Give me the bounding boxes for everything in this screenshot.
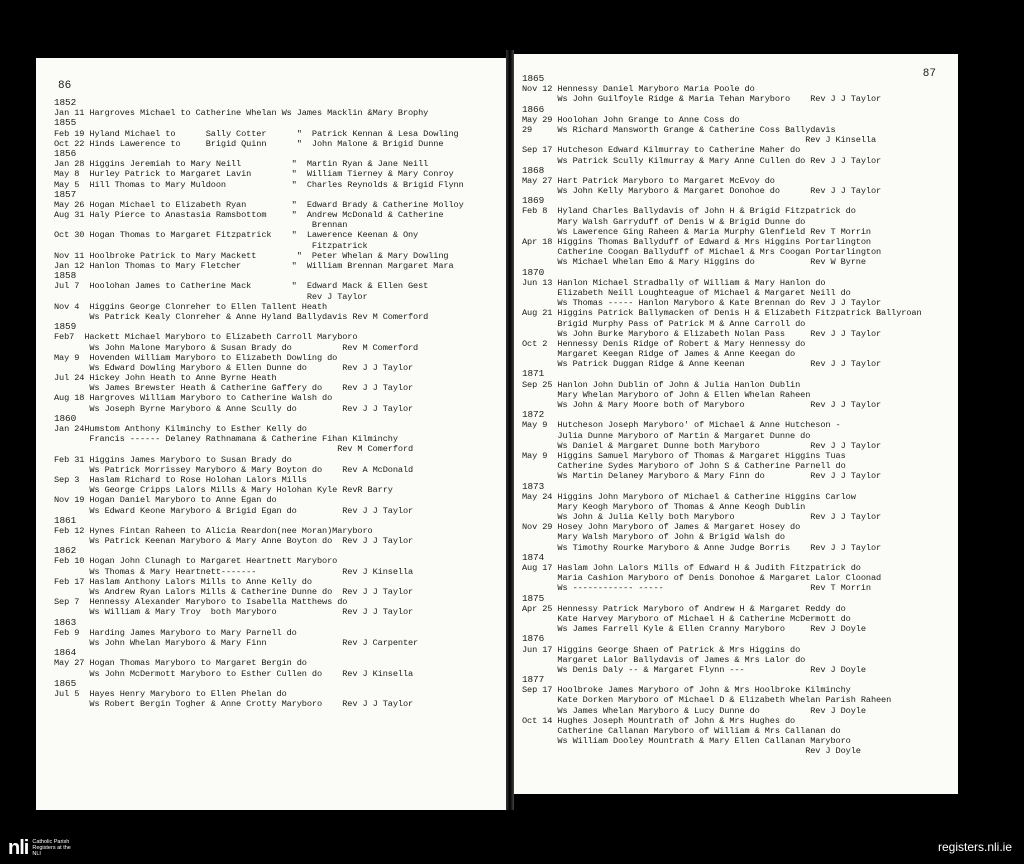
register-line: 1856 [54,147,77,159]
register-line: Ws Robert Bergin Togher & Anne Crotty Maryboro Rev J J Taylor [54,699,414,710]
register-line: Feb7 Hackett Michael Maryboro to Elizabeth Carroll Maryboro [54,332,358,343]
left-page-entries [54,98,504,709]
viewer-footer [0,804,1024,864]
register-line: 1876 [522,633,545,645]
register-line: 1857 [54,188,77,200]
register-line: 1852 [54,97,77,108]
register-line: Sep 17 Hoolbroke James Maryboro of John & Mrs Hoolbroke Kilminchy [522,685,851,696]
register-line: 1862 [54,545,77,557]
register-line: Aug 17 Haslam John Lalors Mills of Edward H & Judith Fitzpatrick do [522,563,861,573]
register-line: Margaret Keegan Ridge of James & Anne Keegan do [522,349,796,360]
register-line: Feb 31 Higgins James Maryboro to Susan Brady do [54,454,292,465]
register-line: 1861 [54,514,77,526]
register-line: 1863 [54,616,77,628]
register-line: Ws Patrick Scully Kilmurray & Mary Anne Cullen do Rev J J Taylor [522,155,882,166]
register-line: 1870 [522,266,545,278]
left-page [36,58,506,810]
register-line: 1875 [522,592,545,604]
register-line: Rev J Taylor [54,291,368,302]
register-line: Elizabeth Neill Loughteague of Michael & Margaret Neill do [522,287,851,298]
register-line: Ws Joseph Byrne Maryboro & Anne Scully do Rev J J Taylor [54,403,414,414]
register-line: Oct 30 Hogan Thomas to Margaret Fitzpatrick " Lawerence Keenan & Ony [54,230,419,241]
register-line: Feb 12 Hynes Fintan Raheen to Alicia Reardon(nee Moran)Maryboro [54,525,373,536]
register-line: Ws John Malone Maryboro & Susan Brady do Rev M Comerford [54,342,419,353]
register-line: Kate Dorken Maryboro of Michael D & Elizabeth Whelan Parish Raheen [522,695,892,706]
register-line: Sep 3 Haslam Richard to Rose Holohan Lalors Mills [54,474,307,485]
register-line: 1858 [54,270,77,282]
register-line: Rev M Comerford [54,444,414,455]
register-line: 1860 [54,412,77,424]
register-line: Ws George Cripps Lalors Mills & Mary Holohan Kyle RevR Barry [54,485,393,496]
register-line: Ws James Brewster Heath & Catherine Gaffery do Rev J J Taylor [54,383,414,394]
register-line: 1871 [522,368,545,380]
site-url-link[interactable]: registers.nli.ie [937,840,1012,854]
register-line: May 5 Hill Thomas to Mary Muldoon " Charles Reynolds & Brigid Flynn [54,179,464,190]
register-line: Rev J Doyle [522,746,861,757]
register-line: 1868 [522,164,545,176]
register-line: Ws Lawerence Ging Raheen & Maria Murphy Glenfield Rev T Morrin [522,226,871,237]
register-line: 1855 [54,117,77,129]
register-line: Sep 7 Hennessy Alexander Maryboro to Isabella Matthews do [54,597,348,608]
register-line: Mary Walsh Maryboro of John & Brigid Walsh do [522,532,785,543]
register-line: 1873 [522,480,545,492]
register-line: Sep 17 Hutcheson Edward Kilmurray to Catherine Maher do [522,145,801,156]
register-line: May 29 Hoolohan John Grange to Anne Coss do [522,114,740,125]
register-line: Jun 13 Hanlon Michael Stradbally of William & Mary Hanlon do [522,277,826,288]
register-line: 1874 [522,551,545,563]
register-line: 1877 [522,674,545,686]
register-line: May 9 Hovenden William Maryboro to Elizabeth Dowling do [54,352,338,363]
register-line: Ws Thomas ----- Hanlon Maryboro & Kate Brennan do Rev J J Taylor [522,298,882,309]
register-line: Sep 25 Hanlon John Dublin of John & Julia Hanlon Dublin [522,379,801,390]
register-line: Apr 18 Higgins Thomas Ballyduff of Edward & Mrs Higgins Portarlington [522,237,871,247]
register-line: Brigid Murphy Pass of Patrick M & Anne Carroll do [522,318,806,329]
register-book [36,50,958,802]
register-line: Jun 17 Higgins George Shaen of Patrick & Mrs Higgins do [522,644,801,655]
register-line: May 26 Hogan Michael to Elizabeth Ryan " Edward Brady & Catherine Molloy [54,199,464,210]
register-line: Ws John Whelan Maryboro & Mary Finn Rev J Carpenter [54,637,419,648]
register-line: May 27 Hart Patrick Maryboro to Margaret McEvoy do [522,175,775,186]
register-line: Jan 11 Hargroves Michael to Catherine Whelan Ws James Macklin &Mary Brophy [54,108,429,119]
register-line: Jul 7 Hoolohan James to Catherine Mack " Edward Mack & Ellen Gest [54,281,429,292]
register-line: Ws William Dooley Mountrath & Mary Ellen Callanan Maryboro [522,736,851,747]
register-line: Ws John Guilfoyle Ridge & Maria Tehan Maryboro Rev J J Taylor [522,94,882,105]
register-line: Margaret Lalor Ballydavis of James & Mrs Lalor do [522,654,806,665]
register-line: Kate Harvey Maryboro of Michael H & Catherine McDermott do [522,613,851,624]
register-line: May 24 Higgins John Maryboro of Michael & Catherine Higgins Carlow [522,491,856,502]
right-page-number: 87 [922,68,936,80]
register-line: Oct 14 Hughes Joseph Mountrath of John & Mrs Hughes do [522,715,796,726]
register-line: Ws John & Julia Kelly both Maryboro Rev J J Taylor [522,512,882,523]
register-line: Ws Denis Daly -- & Margaret Flynn --- Rev J Doyle [522,664,866,675]
right-page-entries [522,74,954,757]
register-line: Nov 4 Higgins George Clonreher to Ellen Tallent Heath [54,301,328,312]
register-line: Maria Cashion Maryboro of Denis Donohoe & Margaret Lalor Cloonad [522,573,882,584]
register-line: Brennan [54,220,348,231]
register-line: Ws Martin Delaney Maryboro & Mary Finn do Rev J J Taylor [522,471,882,482]
register-line: Nov 29 Hosey John Maryboro of James & Margaret Hosey do [522,522,801,533]
register-line: Feb 10 Hogan John Clunagh to Margaret Heartnett Maryboro [54,556,338,567]
register-line: Feb 8 Hyland Charles Ballydavis of John H & Brigid Fitzpatrick do [522,206,856,217]
nli-logo-mark: nli [8,837,29,859]
register-line: Feb 17 Haslam Anthony Lalors Mills to Anne Kelly do [54,576,312,587]
register-line: Catherine Coogan Ballyduff of Michael & Mrs Coogan Portarlington [522,247,882,258]
right-page [514,54,958,794]
register-line: Ws ------------ ----- Rev T Morrin [522,583,871,594]
register-line: Fitzpatrick [54,240,368,251]
nli-logo[interactable] [8,838,72,858]
register-line: Catherine Sydes Maryboro of John S & Catherine Parnell do [522,461,846,472]
register-line: Ws Thomas & Mary Heartnett------- Rev J Kinsella [54,566,414,577]
register-line: 1864 [54,647,77,659]
register-line: Ws Timothy Rourke Maryboro & Anne Judge Borris Rev J J Taylor [522,542,882,553]
register-line: Ws John & Mary Moore both of Maryboro Rev J J Taylor [522,400,882,410]
register-line: Mary Whelan Maryboro of John & Ellen Whelan Raheen [522,389,811,400]
register-line: Nov 11 Hoolbroke Patrick to Mary Mackett " Peter Whelan & Mary Dowling [54,250,449,261]
register-line: 1865 [522,73,545,84]
register-line: Ws Patrick Keenan Maryboro & Mary Anne Boyton do Rev J J Taylor [54,536,414,547]
register-line: 29 Ws Richard Mansworth Grange & Catherine Coss Ballydavis [522,124,836,135]
register-line: Ws Andrew Ryan Lalors Mills & Catherine Dunne do Rev J J Taylor [54,587,414,597]
register-line: Apr 25 Hennessy Patrick Maryboro of Andrew H & Margaret Reddy do [522,603,846,614]
register-line: May 8 Hurley Patrick to Margaret Lavin " William Tierney & Mary Conroy [54,169,454,180]
register-line: Ws Patrick Duggan Ridge & Anne Keenan Rev J J Taylor [522,359,882,370]
register-line: Ws Edward Keone Maryboro & Brigid Egan do Rev J J Taylor [54,505,414,516]
register-line: Ws John Kelly Maryboro & Margaret Donohoe do Rev J J Taylor [522,186,882,197]
register-line: May 27 Hogan Thomas Maryboro to Margaret Bergin do [54,658,307,669]
register-line: Jan 28 Higgins Jeremiah to Mary Neill " Martin Ryan & Jane Neill [54,159,429,170]
register-line: Feb 9 Harding James Maryboro to Mary Parnell do [54,627,297,638]
register-line: May 9 Higgins Samuel Maryboro of Thomas & Margaret Higgins Tuas [522,450,846,461]
register-line: Mary Keogh Maryboro of Thomas & Anne Keogh Dublin [522,501,806,512]
register-line: 1872 [522,409,545,421]
register-line: Aug 21 Higgins Patrick Ballymacken of Denis H & Elizabeth Fitzpatrick Ballyroan [522,308,922,319]
register-line: 1866 [522,103,545,115]
left-page-number: 86 [58,80,72,92]
register-line: Feb 19 Hyland Michael to Sally Cotter " Patrick Kennan & Lesa Dowling [54,128,459,139]
register-line: Jul 5 Hayes Henry Maryboro to Ellen Phelan do [54,688,287,699]
register-line: Mary Walsh Garryduff of Denis W & Brigid Dunne do [522,216,806,227]
register-line: Jan 24Humstom Anthony Kilminchy to Esther Kelly do [54,424,307,434]
register-line: Aug 18 Hargroves William Maryboro to Catherine Walsh do [54,393,333,404]
register-line: Jul 24 Hickey John Heath to Anne Byrne Heath [54,373,277,384]
register-line: Nov 19 Hogan Daniel Maryboro to Anne Egan do [54,495,277,506]
register-line: Rev J Kinsella [522,135,876,146]
register-line: Julia Dunne Maryboro of Martin & Margaret Dunne do [522,430,811,441]
register-line: Ws John Burke Maryboro & Elizabeth Nolan Pass Rev J J Taylor [522,328,882,339]
register-line: Ws John McDermott Maryboro to Esther Cullen do Rev J Kinsella [54,668,414,679]
register-line: Jan 12 Hanlon Thomas to Mary Fletcher " William Brennan Margaret Mara [54,261,454,271]
register-line: 1859 [54,321,77,333]
register-line: Francis ------ Delaney Rathnamana & Catherine Fihan Kilminchy [54,434,398,445]
register-line: Oct 2 Hennessy Denis Ridge of Robert & Mary Hennessy do [522,338,806,349]
register-line: May 9 Hutcheson Joseph Maryboro' of Michael & Anne Hutcheson - [522,420,841,431]
register-line: Ws Daniel & Margaret Dunne both Maryboro Rev J J Taylor [522,440,882,451]
register-line: Ws William & Mary Troy both Maryboro Rev J J Taylor [54,607,414,618]
register-line: Oct 22 Hinds Lawerence to Brigid Quinn " John Malone & Brigid Dunne [54,138,444,149]
register-line: 1869 [522,195,545,207]
register-line: Ws Edward Dowling Maryboro & Ellen Dunne do Rev J J Taylor [54,362,414,373]
register-line: Ws James Whelan Maryboro & Lucy Dunne do Rev J Doyle [522,705,866,716]
book-gutter [506,50,514,810]
register-line: Ws James Farrell Kyle & Ellen Cranny Maryboro Rev J Doyle [522,624,866,635]
register-line: Nov 12 Hennessy Daniel Maryboro Maria Poole do [522,84,755,95]
register-line: Ws Patrick Morrissey Maryboro & Mary Boyton do Rev A McDonald [54,464,414,475]
register-line: 1865 [54,677,77,689]
register-line: Aug 31 Haly Pierce to Anastasia Ramsbottom " Andrew McDonald & Catherine [54,210,444,221]
register-line: Catherine Callanan Maryboro of William & Mrs Callanan do [522,726,841,736]
register-line: Ws Patrick Kealy Clonreher & Anne Hyland Ballydavis Rev M Comerford [54,311,429,322]
nli-logo-text: Catholic Parish Registers at the NLI [32,839,71,857]
register-line: Ws Michael Whelan Emo & Mary Higgins do Rev W Byrne [522,257,866,268]
